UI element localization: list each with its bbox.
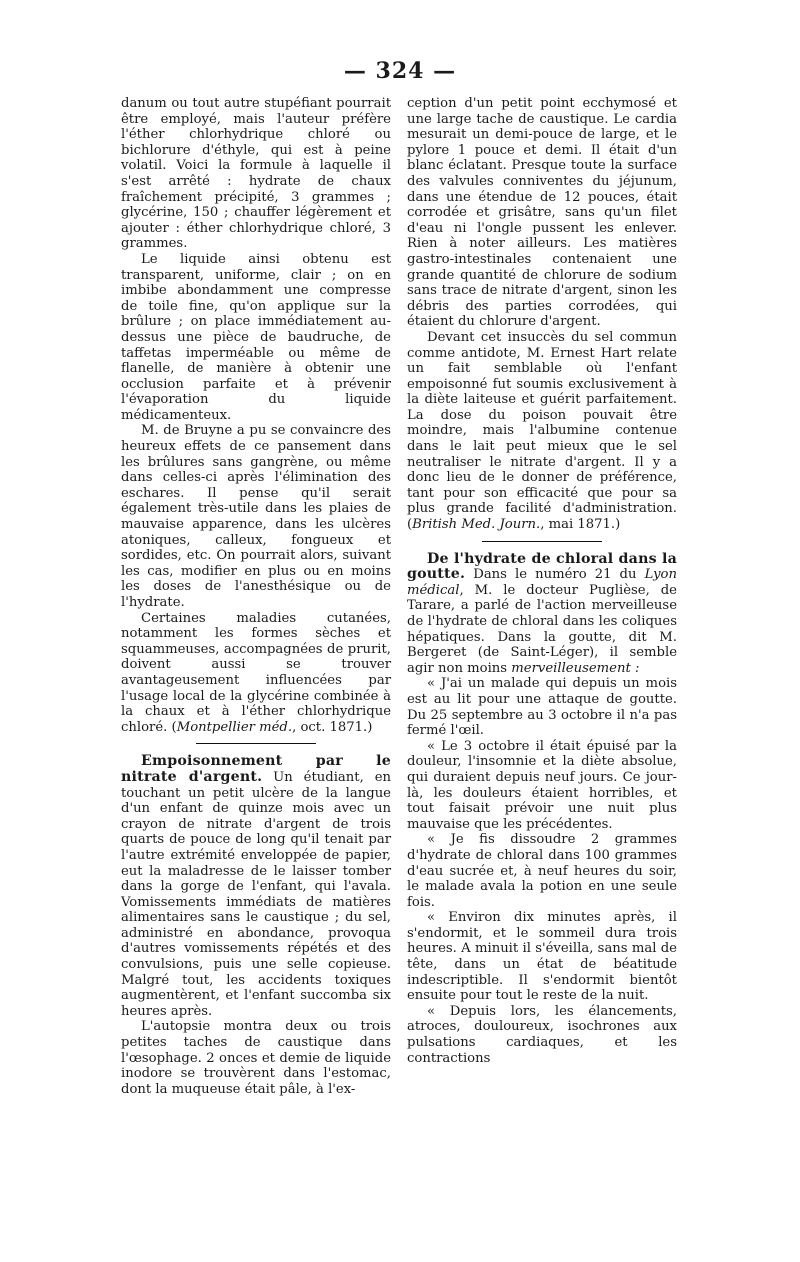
paragraph: Le liquide ainsi obtenu est transparent, uniforme, clair ; on en imbibe abondamment une compresse de toile fine, qu'on applique sur la brûlure ; on place immédiatement au-dessus une pièce de baudruche, de taffetas imperméable ou même de flanelle, de manière à obtenir une occlusion parfaite et à prévenir l'évaporation du liquide médicamenteux. [121,251,391,423]
quote-paragraph: « Le 3 octobre il était épuisé par la douleur, l'insomnie et la diète absolue, qui duraient depuis neuf jours. Ce jour-là, les douleurs étaient horribles, et tout faisait prévoir une nuit plus mauvaise que les précédentes. [407,738,677,832]
page-number: — 324 — [343,58,457,84]
paragraph [407,330,677,533]
section-divider [196,743,316,744]
citation-source: British Med. Journ. [412,517,541,533]
paragraph-text: Dans le numéro 21 du [465,567,645,583]
paragraph: L'autopsie montra deux ou trois petites taches de caustique dans l'œsophage. 2 onces et demie de liquide inodore se trouvèrent dans l'estomac, dont la muqueuse était pâle, à l'ex- [121,1019,391,1097]
quote-paragraph: « Depuis lors, les élancements, atroces, douloureux, isochrones aux pulsations cardiaques, et les contractions [407,1003,677,1066]
paragraph-text: Certaines maladies cutanées, notamment les formes sèches et squammeuses, accompagnées de prurit, doivent aussi se trouver avantageusement influencées par l'usage local de la glycérine combinée à la chaux et à l'éther chlorhydrique chloré. ( [121,610,391,735]
paragraph: danum ou tout autre stupéfiant pourrait être employé, mais l'auteur préfère l'éther chlorhydrique chloré ou bichlorure d'éthyle, qui est à peine volatil. Voici la formule à laquelle il s'est arrêté : hydrate de chaux fraîchement précipité, 3 grammes ; glycérine, 150 ; chauffer légèrement et ajouter : éther chlorhydrique chloré, 3 grammes. [121,96,391,252]
citation-source: Lyon médical [407,567,677,598]
section-paragraph [121,754,391,1019]
quote-paragraph: « Je fis dissoudre 2 grammes d'hydrate de chloral dans 100 grammes d'eau sucrée et, à neuf heures du soir, le malade avala la potion en une seule fois. [407,832,677,910]
section-divider [482,541,602,542]
paragraph-text: Un étudiant, en touchant un petit ulcère de la langue d'un enfant de quinze mois avec un crayon de nitrate d'argent de trois quarts de pouce de long qu'il tenait par l'autre extrémité enveloppée de papier, eut la maladresse de le laisser tomber dans la gorge de l'enfant, qui l'avala. Vomissements immédiats de matières alimentaires sans le caustique ; du sel, administré en abondance, provoqua d'autres vomissements répétés et des convulsions, puis une selle copieuse. Malgré tout, les accidents toxiques augmentèrent, et l'enfant succomba six heures après. [121,769,391,1019]
citation-source: Montpellier méd. [176,719,293,735]
quote-paragraph: « J'ai un malade qui depuis un mois est au lit pour une attaque de goutte. Du 25 septembre au 3 octobre il n'a pas fermé l'œil. [407,676,677,739]
citation-date: , oct. 1871.) [292,719,373,735]
paragraph-text: Devant cet insuccès du sel commun comme antidote, M. Ernest Hart relate un fait semblable où l'enfant empoisonné fut soumis exclusivement à la diète laiteuse et guérit parfaitement. La dose du poison pouvait être moindre, mais l'albumine contenue dans le lait peut mieux que le sel neutraliser le nitrate d'argent. Il y a donc lieu de le donner de préférence, tant pour son efficacité que pour sa plus grande facilité d'administration. ( [407,329,677,533]
quote-paragraph: « Environ dix minutes après, il s'endormit, et le sommeil dura trois heures. A minuit il s'éveilla, sans mal de tête, dans un état de béatitude indescriptible. Il s'endormit bientôt ensuite pour tout le reste de la nuit. [407,910,677,1004]
emphasis-text: merveilleusement : [511,660,640,676]
paragraph: M. de Bruyne a pu se convaincre des heureux effets de ce pansement dans les brûlures sans gangrène, ou même dans celles-ci après l'élimination des eschares. Il pense qu'il serait également très-utile dans les plaies de mauvaise apparence, dans les ulcères atoniques, calleux, fongueux et sordides, etc. On pourrait alors, suivant les cas, modifier en plus ou en moins les doses de l'anesthésique ou de l'hydrate. [121,423,391,610]
paragraph-text: , M. le docteur Puglièse, de Tarare, a parlé de l'action merveilleuse de l'hydrate de chloral dans les coliques hépatiques. Dans la goutte, dit M. Bergeret (de Saint-Léger), il semble agir non moins [407,582,677,676]
section-heading: Empoisonnement par le nitrate d'argent. [121,753,391,785]
right-column [407,96,677,1066]
paragraph: ception d'un petit point ecchymosé et une large tache de caustique. Le cardia mesurait un demi-pouce de large, et le pylore 1 pouce et demi. Il était d'un blanc éclatant. Presque toute la surface des valvules conniventes du jéjunum, dans une étendue de 12 pouces, était corrodée et grisâtre, sans qu'un filet d'eau ni l'ongle pussent les enlever. Rien à noter ailleurs. Les matières gastro-intestinales contenaient une grande quantité de chlorure de sodium sans trace de nitrate d'argent, sinon les débris des parties corrodées, qui étaient du chlorure d'argent. [407,96,677,330]
citation-date: , mai 1871.) [540,517,621,533]
left-column [121,96,391,1097]
section-paragraph [407,552,677,677]
section-heading: De l'hydrate de chloral dans la goutte. [407,550,677,583]
paragraph [121,611,391,736]
